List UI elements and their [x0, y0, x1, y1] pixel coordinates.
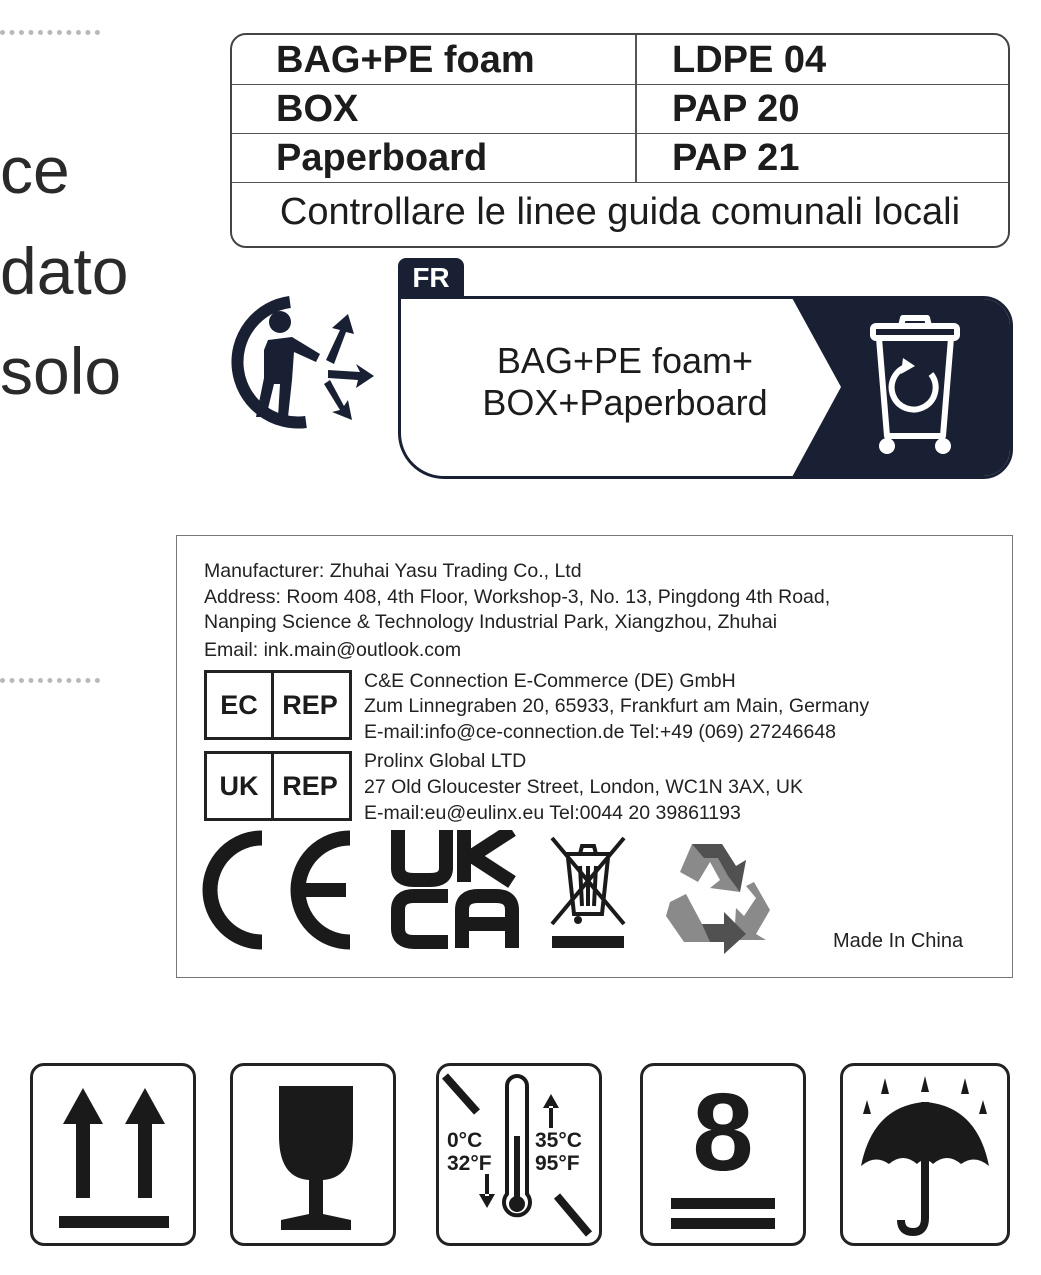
- temp-low-celsius: 0°C: [447, 1129, 483, 1152]
- fr-sorting-text-line2: BOX+Paperboard: [482, 382, 768, 423]
- weee-bin-icon: [548, 832, 628, 952]
- temperature-limit-icon: [436, 1063, 602, 1246]
- ec-rep-badge: [204, 670, 352, 740]
- umbrella-icon: [843, 1066, 1007, 1243]
- ec-rep-right: REP: [282, 690, 338, 720]
- up-arrows-icon: [33, 1066, 193, 1243]
- ec-rep-company: C&E Connection E-Commerce (DE) GmbH: [364, 670, 736, 692]
- material-code: PAP 20: [672, 88, 800, 130]
- dotted-divider-top: [0, 30, 100, 35]
- stack-limit-number: 8: [692, 1071, 754, 1194]
- ec-rep-left: EC: [207, 673, 274, 737]
- stacking-limit-icon: [640, 1063, 806, 1246]
- table-footer-note: Controllare le linee guida comunali locali: [279, 191, 961, 233]
- recycle-mobius-icon: [658, 836, 782, 956]
- fr-tab-label: FR: [398, 258, 464, 298]
- uk-rep-right: REP: [282, 771, 338, 801]
- material-code: LDPE 04: [672, 39, 827, 81]
- uk-rep-company: Prolinx Global LTD: [364, 750, 527, 772]
- wine-glass-icon: [233, 1066, 393, 1243]
- material-code: PAP 21: [672, 137, 800, 179]
- fr-dark-panel: [791, 296, 1013, 479]
- table-row: [232, 35, 1008, 85]
- material-item: BOX: [276, 88, 359, 130]
- temp-low-fahrenheit: 32°F: [447, 1152, 492, 1175]
- keep-dry-icon: [840, 1063, 1010, 1246]
- packaging-material-table: [230, 33, 1010, 248]
- material-item: Paperboard: [276, 137, 488, 179]
- manufacturer-name: Manufacturer: Zhuhai Yasu Trading Co., Ltd: [204, 560, 582, 582]
- uk-rep-address: 27 Old Gloucester Street, London, WC1N 3AX, UK: [364, 776, 803, 798]
- ukca-mark-icon: [390, 830, 520, 950]
- table-row: [232, 84, 1008, 134]
- uk-rep-left: UK: [207, 754, 274, 818]
- manufacturer-email: Email: ink.main@outlook.com: [204, 639, 462, 661]
- triman-logo-icon: [228, 292, 376, 432]
- cropped-text-line-1: ce: [0, 133, 70, 207]
- fr-sorting-text-line1: BAG+PE foam+: [496, 340, 754, 381]
- uk-rep-badge: [204, 751, 352, 821]
- stack-line-2: [671, 1218, 775, 1229]
- temp-high-fahrenheit: 95°F: [535, 1152, 580, 1175]
- ec-rep-address: Zum Linnegraben 20, 65933, Frankfurt am Main, Germany: [364, 695, 870, 717]
- manufacturer-address-1: Address: Room 408, 4th Floor, Workshop-3, No. 13, Pingdong 4th Road,: [204, 586, 831, 608]
- cropped-text-line-2: dato: [0, 234, 129, 308]
- ce-mark-icon: [200, 830, 360, 950]
- table-row: [232, 133, 1008, 183]
- uk-rep-contact: E-mail:eu@eulinx.eu Tel:0044 20 39861193: [364, 802, 741, 824]
- fragile-icon: [230, 1063, 396, 1246]
- dotted-divider-bottom: [0, 678, 100, 683]
- material-item: BAG+PE foam: [276, 39, 535, 81]
- manufacturer-address-2: Nanping Science & Technology Industrial Park, Xiangzhou, Zhuhai: [204, 611, 778, 633]
- fr-sorting-text: [460, 340, 790, 424]
- cropped-text-line-3: solo: [0, 334, 122, 408]
- this-way-up-icon: [30, 1063, 196, 1246]
- ec-rep-contact: E-mail:info@ce-connection.de Tel:+49 (069) 27246648: [364, 721, 837, 743]
- made-in-china-label: Made In China: [833, 930, 964, 952]
- stack-line-1: [671, 1198, 775, 1209]
- temp-high-celsius: 35°C: [535, 1129, 582, 1152]
